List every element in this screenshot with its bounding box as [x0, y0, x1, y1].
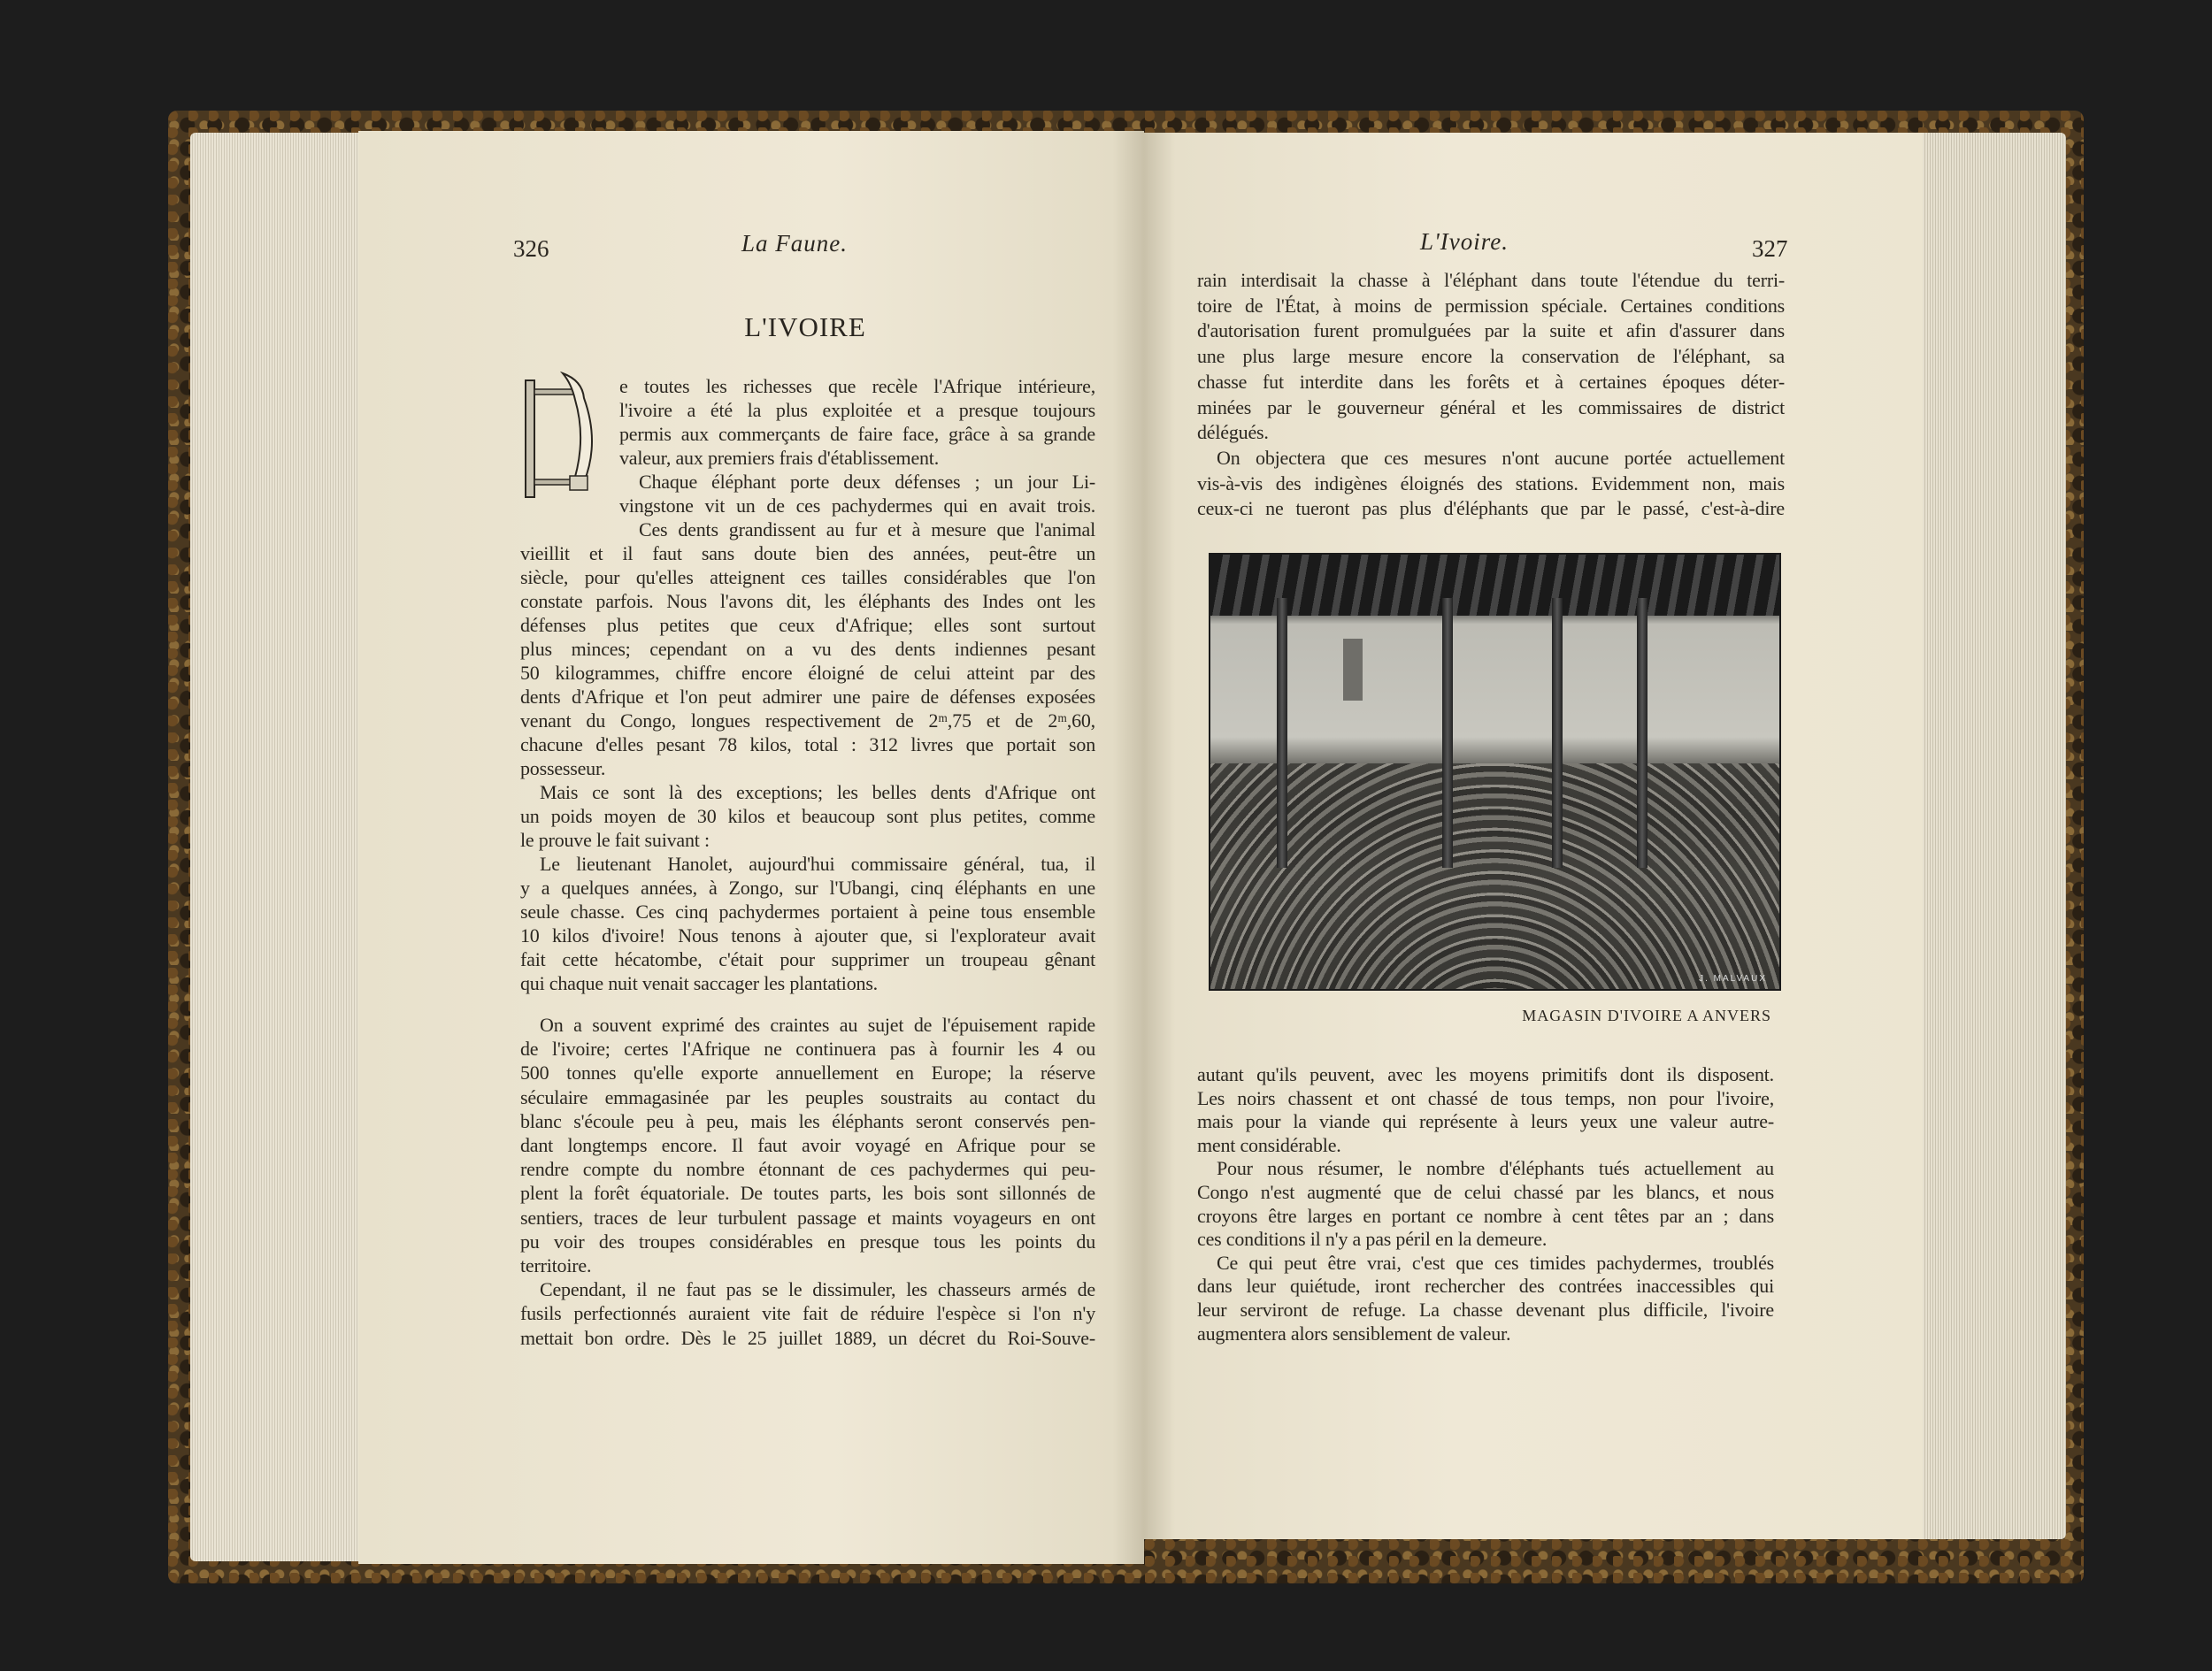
text-line: rendre compte du nombre étonnant de ces pachydermes qui peu-	[520, 1158, 1095, 1181]
text-line: fusils perfectionnés auraient vite fait de réduire l'espèce si l'on n'y	[520, 1302, 1095, 1325]
wall-window	[1343, 639, 1363, 701]
text-line: constate parfois. Nous l'avons dit, les éléphants des Indes ont les	[520, 590, 1095, 612]
text-line: plus minces; cependant on a vu des dents indiennes pesant	[520, 638, 1095, 660]
ceiling-beams	[1210, 555, 1779, 616]
ivory-tusks-floor	[1210, 763, 1779, 989]
text-line: leur serviront de refuge. La chasse devenant plus difficile, l'ivoire	[1197, 1299, 1774, 1321]
running-head-left: La Faune.	[741, 230, 848, 257]
text-line: une plus large mesure encore la conservation de l'éléphant, sa	[1197, 345, 1785, 368]
text-line: vingstone vit un de ces pachydermes qui en avait trois.	[619, 494, 1095, 517]
text-line: 10 kilos d'ivoire! Nous tenons à ajouter que, si l'explorateur avait	[520, 924, 1095, 947]
text-line: croyons être larges en portant ce nombre à cent têtes par an ; dans	[1197, 1204, 1774, 1227]
page-number-left: 326	[513, 235, 549, 262]
text-line: le prouve le fait suivant :	[520, 829, 710, 851]
text-line: qui chaque nuit venait saccager les plantations.	[520, 972, 878, 994]
text-line: On a souvent exprimé des craintes au sujet de l'épuisement rapide	[540, 1014, 1095, 1036]
text-line: blanc s'écoule peu à peu, mais les éléphants seront conservés pen-	[520, 1109, 1095, 1132]
pillar	[1552, 598, 1563, 867]
text-line: venant du Congo, longues respectivement de 2ᵐ,75 et de 2ᵐ,60,	[520, 709, 1095, 732]
page-stack-left	[190, 133, 367, 1561]
text-line: territoire.	[520, 1254, 592, 1276]
text-line: vis-à-vis des indigènes éloignés des stations. Evidemment non, mais	[1197, 471, 1785, 494]
text-line: dans leur quiétude, iront rechercher des contrées inaccessibles qui	[1197, 1275, 1774, 1298]
text-line: ceux-ci ne tueront pas plus d'éléphants que par le passé, c'est-à-dire	[1197, 497, 1785, 520]
pillar	[1637, 598, 1647, 867]
chapter-title: L'IVOIRE	[744, 311, 866, 342]
text-line: minées par le gouverneur général et les commissaires de district	[1197, 395, 1785, 418]
text-line: plent la forêt équatoriale. De toutes parts, les bois sont sillonnés de	[520, 1182, 1095, 1205]
pillar	[1277, 598, 1287, 867]
text-line: séculaire emmagasinée par les peuples soustraits au contact du	[520, 1085, 1095, 1108]
ivory-warehouse-photo	[1209, 553, 1781, 991]
text-line: Congo n'est augmenté que de celui chassé par les blancs, et nous	[1197, 1181, 1774, 1203]
text-line: 500 tonnes qu'elle exporte annuellement en Europe; la réserve	[520, 1062, 1095, 1085]
text-line: valeur, aux premiers frais d'établissement.	[619, 447, 940, 469]
text-line: l'ivoire a été la plus exploitée et a presque toujours	[619, 399, 1095, 421]
text-line: chasse fut interdite dans les forêts et à certaines époques déter-	[1197, 370, 1785, 393]
drop-cap-d-illustration	[520, 372, 609, 509]
text-line: augmentera alors sensiblement de valeur.	[1197, 1322, 1511, 1345]
text-line: mais pour la viande qui représente à leurs yeux une valeur autre-	[1197, 1110, 1774, 1133]
text-line: 50 kilogrammes, chiffre encore éloigné de celui atteint par des	[520, 662, 1095, 684]
text-line: Ces dents grandissent au fur et à mesure que l'animal	[639, 518, 1095, 540]
text-line: pu voir des troupes considérables en presque tous les points du	[520, 1230, 1095, 1253]
text-line: seule chasse. Ces cinq pachydermes portaient à peine tous ensemble	[520, 901, 1095, 923]
text-line: dents d'Afrique et l'on peut admirer une paire de défenses exposées	[520, 686, 1095, 708]
text-line: Mais ce sont là des exceptions; les belles dents d'Afrique ont	[540, 781, 1095, 803]
text-line: chacune d'elles pesant 78 kilos, total : 312 livres que portait son	[520, 733, 1095, 755]
text-line: On objectera que ces mesures n'ont aucune portée actuellement	[1217, 446, 1785, 469]
text-line: délégués.	[1197, 421, 1269, 444]
text-line: Les noirs chassent et ont chassé de tous temps, non pour l'ivoire,	[1197, 1086, 1774, 1109]
page-number-right: 327	[1752, 235, 1788, 262]
text-line: Chaque éléphant porte deux défenses ; un jour Li-	[639, 471, 1095, 493]
text-line: défenses plus petites que ceux d'Afrique; elles sont surtout	[520, 614, 1095, 636]
text-line: Le lieutenant Hanolet, aujourd'hui commissaire général, tua, il	[540, 853, 1095, 875]
text-line: ces conditions il n'y a pas péril en la demeure.	[1197, 1228, 1548, 1251]
text-line: d'autorisation furent promulguées par la suite et afin d'assurer dans	[1197, 319, 1785, 342]
text-line: vieillit et il faut sans doute bien des années, peut-être un	[520, 542, 1095, 564]
text-line: possesseur.	[520, 757, 606, 779]
pillar	[1442, 598, 1453, 867]
text-line: siècle, pour qu'elles atteignent ces tailles considérables que l'on	[520, 566, 1095, 588]
page-stack-right	[1920, 133, 2066, 1539]
text-line: rain interdisait la chasse à l'éléphant dans toute l'étendue du terri-	[1197, 269, 1785, 291]
text-line: Cependant, il ne faut pas se le dissimuler, les chasseurs armés de	[540, 1278, 1095, 1301]
text-line: Ce qui peut être vrai, c'est que ces timides pachydermes, troublés	[1217, 1251, 1774, 1274]
text-line: mettait bon ordre. Dès le 25 juillet 1889, un décret du Roi-Souve-	[520, 1326, 1095, 1349]
text-line: toire de l'État, à moins de permission spéciale. Certaines conditions	[1197, 294, 1785, 317]
text-line: dant longtemps encore. Il faut avoir voyagé en Afrique pour se	[520, 1134, 1095, 1156]
text-line: de l'ivoire; certes l'Afrique ne continuera pas à fournir les 4 ou	[520, 1038, 1095, 1061]
text-line: ment considérable.	[1197, 1133, 1341, 1156]
text-line: autant qu'ils peuvent, avec les moyens primitifs dont ils disposent.	[1197, 1063, 1774, 1085]
photo-caption: MAGASIN D'IVOIRE A ANVERS	[1522, 1007, 1771, 1024]
text-line: sentiers, traces de leur turbulent passage et maints voyageurs en ont	[520, 1206, 1095, 1229]
text-line: y a quelques années, à Zongo, sur l'Ubangi, cinq éléphants en une	[520, 877, 1095, 899]
photo-credit: J. MALVAUX	[1699, 974, 1767, 984]
text-line: fait cette hécatombe, c'était pour supprimer un troupeau gênant	[520, 948, 1095, 970]
text-line: e toutes les richesses que recèle l'Afrique intérieure,	[619, 375, 1095, 397]
text-line: Pour nous résumer, le nombre d'éléphants tués actuellement au	[1217, 1157, 1774, 1180]
text-line: un poids moyen de 30 kilos et beaucoup sont plus petites, comme	[520, 805, 1095, 827]
text-line: permis aux commerçants de faire face, grâce à sa grande	[619, 423, 1095, 445]
running-head-right: L'Ivoire.	[1420, 228, 1509, 255]
